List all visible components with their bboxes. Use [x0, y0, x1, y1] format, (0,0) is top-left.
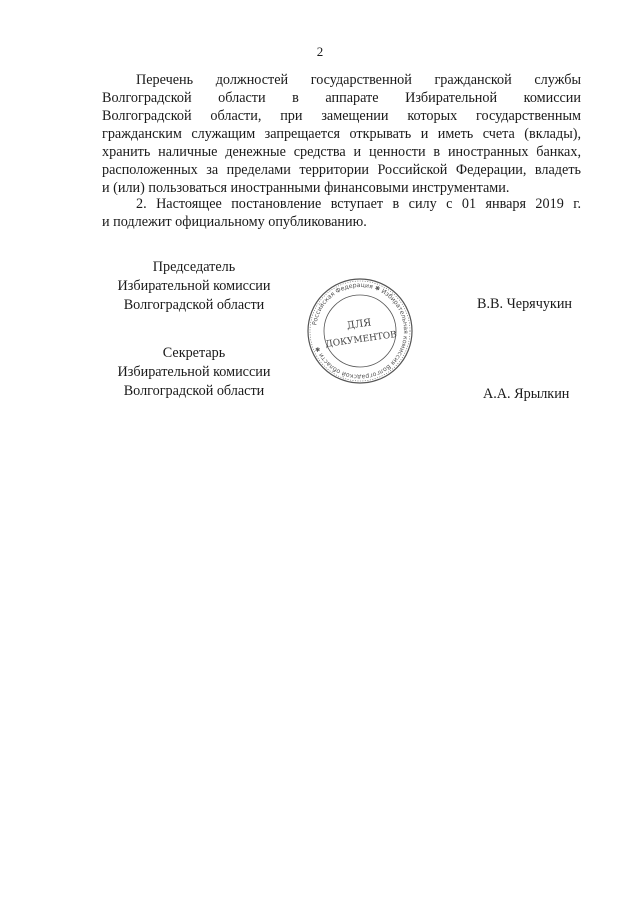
- stamp-center-text-1: ДЛЯ: [346, 317, 373, 332]
- text-line: и (или) пользоваться иностранными финансовыми инструментами.: [102, 180, 510, 196]
- chairman-title: [100, 258, 288, 315]
- secretary-name: А.А. Ярылкин: [483, 386, 570, 402]
- paragraph-effective-date: [102, 195, 581, 231]
- text-line: хранить наличные денежные средства и ценности в иностранных банках,: [102, 144, 581, 160]
- stamp-ring-text: Российская Федерация ✱ Избирательная комиссия Волгоградской области ✱: [311, 281, 410, 381]
- text-line: Волгоградской области в аппарате Избирательной комиссии: [102, 90, 581, 106]
- page-number: 2: [316, 44, 324, 59]
- text-line: 2. Настоящее постановление вступает в силу с 01 января 2019 г.: [136, 196, 581, 212]
- title-line: Избирательной комиссии: [117, 364, 271, 380]
- paragraph-list-of-positions: [102, 71, 581, 197]
- text-line: расположенных за пределами территории Российской Федерации, владеть: [102, 162, 581, 178]
- title-line: Волгоградской области: [123, 297, 265, 313]
- text-line: Перечень должностей государственной гражданской службы: [136, 72, 581, 88]
- chairman-name: В.В. Черячукин: [477, 296, 573, 312]
- title-line: Волгоградской области: [123, 383, 265, 399]
- text-line: Волгоградской области, при замещении которых государственным: [102, 108, 581, 124]
- stamp-center-text-2: ДОКУМЕНТОВ: [325, 329, 398, 350]
- text-line: гражданским служащим запрещается открывать и иметь счета (вклады),: [102, 126, 581, 142]
- title-line: Председатель: [152, 259, 236, 275]
- text-line: и подлежит официальному опубликованию.: [102, 214, 367, 230]
- title-line: Избирательной комиссии: [117, 278, 271, 294]
- secretary-title: [100, 344, 288, 401]
- official-stamp: [305, 276, 415, 386]
- title-line: Секретарь: [162, 345, 226, 361]
